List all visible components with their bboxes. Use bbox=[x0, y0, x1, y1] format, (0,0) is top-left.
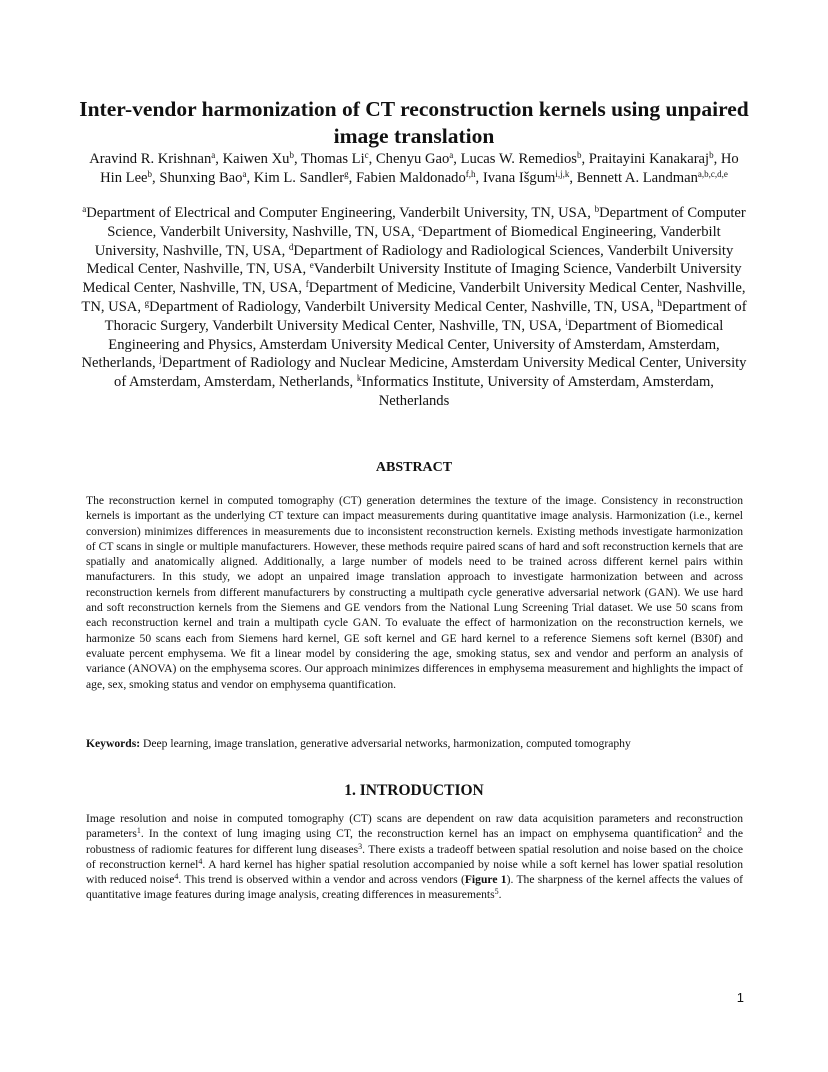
author-name: Ho Hin Lee bbox=[100, 151, 739, 186]
author-affiliation-mark: a bbox=[242, 168, 247, 179]
author-affiliation-mark: a bbox=[449, 150, 454, 160]
affiliation-key: j bbox=[159, 354, 162, 365]
page-number: 1 bbox=[736, 990, 744, 1005]
intro-text-run: and the robustness of radiomic features for different lung diseases bbox=[86, 827, 743, 856]
author-affiliation-mark: b bbox=[576, 150, 582, 160]
intro-text-run: . In the context of lung imaging using CT, the reconstruction kernel has an impact on emphysema quantification bbox=[140, 827, 698, 841]
author-name: Praitayini Kanakaraj bbox=[588, 151, 710, 167]
intro-text-run: ). The sharpness of the kernel affects the values of quantitative image features during image analysis, creating differences in measurements bbox=[86, 873, 743, 902]
author-affiliation-mark: b bbox=[147, 168, 153, 179]
author-affiliation-mark: c bbox=[364, 150, 369, 160]
keywords-line bbox=[86, 737, 743, 750]
affiliation-key: c bbox=[418, 222, 423, 233]
affiliation-key: k bbox=[356, 373, 362, 384]
author-name: Bennett A. Landman bbox=[576, 169, 698, 186]
author-name: Kim L. Sandler bbox=[253, 169, 345, 186]
citation-ref: 1 bbox=[136, 826, 141, 836]
affiliation-text: Vanderbilt University Institute of Imaging Science, Vanderbilt University Medical Center, Nashville, TN, USA, bbox=[82, 261, 742, 297]
intro-text-run: . bbox=[498, 888, 502, 902]
affiliation-list bbox=[80, 204, 748, 411]
affiliation-text: Department of Biomedical Engineering, Vanderbilt University, Nashville, TN, USA, bbox=[94, 223, 721, 259]
affiliation-text: Department of Biomedical Engineering and Physics, Amsterdam University Medical Center, University of Amsterdam, Amsterdam, Netherlands, bbox=[81, 317, 724, 372]
author-affiliation-mark: b bbox=[709, 150, 714, 160]
citation-ref: 4 bbox=[174, 872, 179, 882]
affiliation-text: Department of Computer Science, Vanderbilt University, Nashville, TN, USA, bbox=[107, 205, 746, 240]
citation-ref: 5 bbox=[494, 887, 499, 897]
affiliation-key: f bbox=[305, 279, 309, 290]
abstract-text: The reconstruction kernel in computed tomography (CT) generation determines the texture of the image. Consistency in reconstruction kernels is important as the underlying CT texture can impact measurements during quantitative image analysis. Harmonization (i.e., kernel conversion) minimizes differences in measurements due to inconsistent reconstruction kernels. Existing methods investigate harmonization of CT scans in single or multiple manufacturers. However, these methods require paired scans of hard and soft reconstruction kernels that are spatially and anatomically aligned. Additionally, a large number of models need to be trained across different kernel pairs within manufacturers. In this study, we adopt an unpaired image translation approach to investigate harmonization between and across reconstruction kernels from different manufacturers by constructing a multipath cycle generative adversarial network (GAN). We use hard and soft reconstruction kernels from the Siemens and GE vendors from the National Lung Screening Trial dataset. We use 50 scans from each reconstruction kernel and train a multipath cycle GAN. To evaluate the effect of harmonization on the reconstruction kernels, we harmonize 50 scans each from Siemens hard kernel, GE soft kernel and GE hard kernel to a reference Siemens soft kernel (B30f) and evaluate percent emphysema. We fit a linear model by considering the age, smoking status, sex and vendor and perform an analysis of variance (ANOVA) on the emphysema scores. Our approach minimizes differences in emphysema measurement and highlights the impact of age, sex, smoking status and vendor on emphysema quantification. bbox=[86, 494, 743, 691]
keywords-text: Deep learning, image translation, generative adversarial networks, harmonization, computed tomography bbox=[140, 737, 631, 750]
intro-text-run: . This trend is observed within a vendor and across vendors ( bbox=[178, 873, 465, 887]
author-affiliation-mark: b bbox=[289, 150, 294, 160]
author-name: Kaiwen Xu bbox=[222, 151, 290, 167]
figure-ref: Figure 1 bbox=[464, 873, 507, 887]
affiliation-text: Department of Radiology and Nuclear Medicine, Amsterdam University Medical Center, University of Amsterdam, Amsterdam, Netherlands, bbox=[114, 355, 747, 391]
introduction-text bbox=[86, 811, 743, 903]
abstract-heading: ABSTRACT bbox=[375, 460, 453, 475]
intro-text-run: Image resolution and noise in computed tomography (CT) scans are dependent on raw data acquisition parameters and reconstruction parameters bbox=[86, 812, 743, 841]
author-name: Aravind R. Krishnan bbox=[89, 151, 212, 167]
author-name: Lucas W. Remedios bbox=[460, 151, 577, 167]
author-affiliation-mark: a bbox=[211, 150, 216, 160]
keywords-label: Keywords: bbox=[86, 737, 141, 750]
intro-text-run: . There exists a tradeoff between spatial resolution and noise based on the choice of reconstruction kernel bbox=[86, 842, 743, 871]
paper-title: Inter-vendor harmonization of CT reconstruction kernels using unpaired image translation bbox=[79, 97, 749, 148]
affiliation-text: Department of Radiology and Radiological Sciences, Vanderbilt University Medical Center, Nashville, TN, USA, bbox=[86, 242, 734, 278]
author-affiliation-mark: f,h bbox=[465, 168, 476, 179]
author-name: Shunxing Bao bbox=[159, 169, 243, 186]
affiliation-key: h bbox=[657, 297, 662, 308]
intro-text-run: . A hard kernel has higher spatial resolution accompanied by noise while a soft kernel has lower spatial resolution with reduced noise bbox=[86, 857, 743, 887]
author-affiliation-mark: g bbox=[344, 168, 349, 179]
affiliation-key: i bbox=[565, 316, 568, 327]
affiliation-text: Informatics Institute, University of Amsterdam, Amsterdam, Netherlands bbox=[361, 374, 714, 409]
affiliation-text: Department of Electrical and Computer Engineering, Vanderbilt University, TN, USA, bbox=[86, 205, 595, 221]
introduction-heading: 1. INTRODUCTION bbox=[344, 782, 484, 799]
author-name: Chenyu Gao bbox=[375, 151, 450, 167]
affiliation-key: b bbox=[594, 204, 600, 214]
author-affiliation-mark: i,j,k bbox=[555, 168, 570, 179]
author-name: Ivana Išgum bbox=[482, 169, 556, 186]
affiliation-key: g bbox=[144, 297, 150, 308]
affiliation-text: Department of Thoracic Surgery, Vanderbilt University Medical Center, Nashville, TN, USA, bbox=[104, 298, 747, 334]
citation-ref: 3 bbox=[358, 841, 363, 851]
affiliation-text: Department of Radiology, Vanderbilt University Medical Center, Nashville, TN, USA, bbox=[149, 298, 658, 315]
author-list: Aravind R. Krishnan$^a$, Kaiwen Xu$^b$, Thomas Li$^c$, Chenyu Gao$^a$, Lucas W. Remedios$^b$, Praitayini Kanakaraj$^b$, Ho Hin Lee$^b$, Shunxing Bao$^a$, Kim L. Sandler$^g$, Fabien Maldonado$^{f,h}$, Ivana Išgum$^{i,j,k}$, Bennett A. Landman$^{a,b,c,d,e}$ bbox=[89, 150, 739, 186]
citation-ref: 2 bbox=[697, 826, 702, 836]
author-name: Thomas Li bbox=[300, 151, 365, 167]
author-affiliation-mark: a,b,c,d,e bbox=[697, 168, 728, 179]
affiliation-key: d bbox=[288, 241, 294, 252]
affiliation-key: e bbox=[309, 260, 314, 271]
citation-ref: 4 bbox=[198, 856, 203, 866]
affiliation-key: a bbox=[82, 204, 87, 214]
author-name: Fabien Maldonado bbox=[355, 169, 466, 186]
affiliation-text: Department of Medicine, Vanderbilt University Medical Center, Nashville, TN, USA, bbox=[81, 280, 746, 315]
